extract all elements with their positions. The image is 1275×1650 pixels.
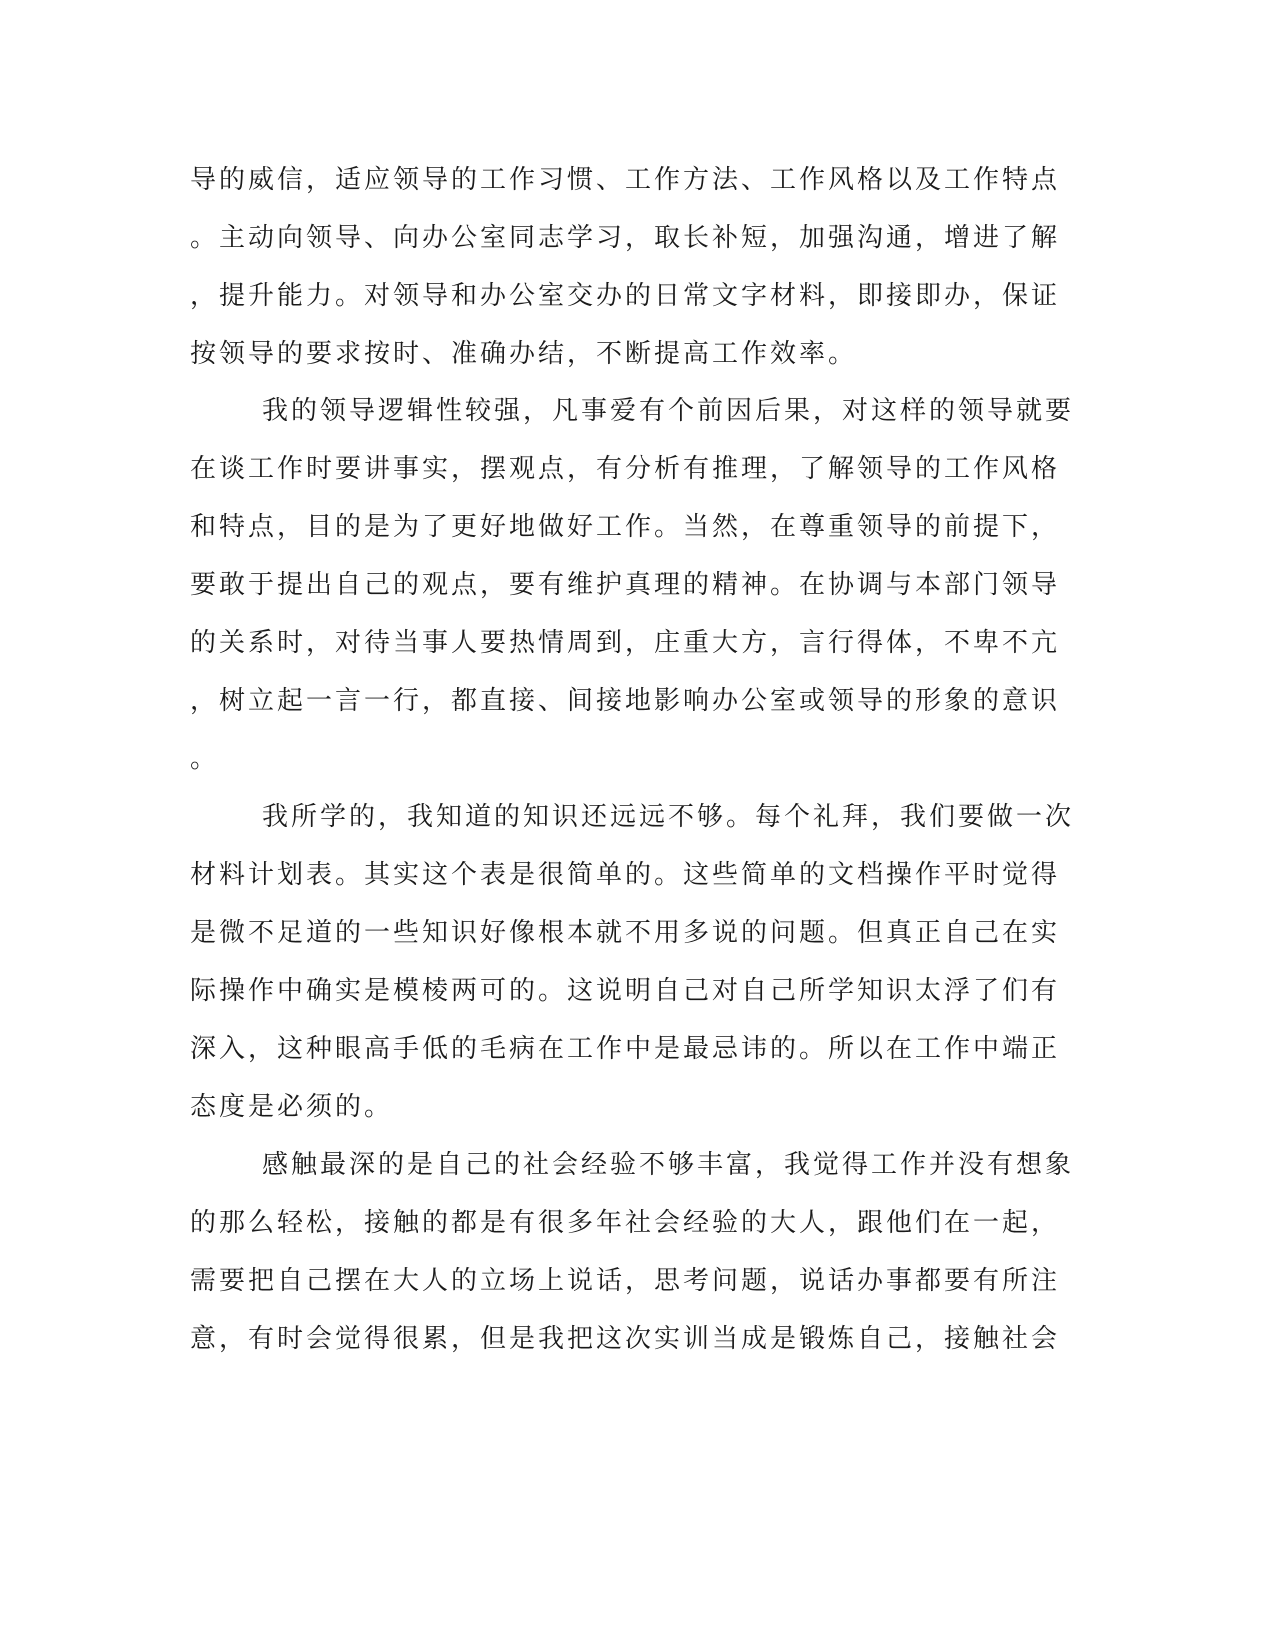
text-line: 需要把自己摆在大人的立场上说话，思考问题，说话办事都要有所注	[190, 1266, 1061, 1296]
text-line: 要敢于提出自己的观点，要有维护真理的精神。在协调与本部门领导	[190, 570, 1061, 600]
text-line: 我的领导逻辑性较强，凡事爱有个前因后果，对这样的领导就要	[262, 396, 1075, 426]
text-line: 深入，这种眼高手低的毛病在工作中是最忌讳的。所以在工作中端正	[190, 1034, 1061, 1064]
text-line: 感触最深的是自己的社会经验不够丰富，我觉得工作并没有想象	[262, 1150, 1075, 1180]
text-line: ，提升能力。对领导和办公室交办的日常文字材料，即接即办，保证	[190, 281, 1061, 311]
text-line: 的那么轻松，接触的都是有很多年社会经验的大人，跟他们在一起，	[190, 1208, 1061, 1238]
text-line: 的关系时，对待当事人要热情周到，庄重大方，言行得体，不卑不亢	[190, 628, 1061, 658]
text-line: 我所学的，我知道的知识还远远不够。每个礼拜，我们要做一次	[262, 802, 1075, 832]
text-line: 材料计划表。其实这个表是很简单的。这些简单的文档操作平时觉得	[190, 860, 1061, 890]
text-line: 。主动向领导、向办公室同志学习，取长补短，加强沟通，增进了解	[190, 223, 1061, 253]
text-line: 意，有时会觉得很累，但是我把这次实训当成是锻炼自己，接触社会	[190, 1324, 1061, 1354]
text-line: 。	[190, 744, 220, 774]
text-line: 和特点，目的是为了更好地做好工作。当然，在尊重领导的前提下，	[190, 512, 1061, 542]
text-line: 是微不足道的一些知识好像根本就不用多说的问题。但真正自己在实	[190, 918, 1061, 948]
text-line: 在谈工作时要讲事实，摆观点，有分析有推理，了解领导的工作风格	[190, 454, 1061, 484]
text-line: ，树立起一言一行，都直接、间接地影响办公室或领导的形象的意识	[190, 686, 1061, 716]
text-line: 导的威信，适应领导的工作习惯、工作方法、工作风格以及工作特点	[190, 165, 1061, 195]
text-line: 际操作中确实是模棱两可的。这说明自己对自己所学知识太浮了们有	[190, 976, 1061, 1006]
text-line: 态度是必须的。	[190, 1092, 394, 1122]
text-line: 按领导的要求按时、准确办结，不断提高工作效率。	[190, 339, 858, 369]
